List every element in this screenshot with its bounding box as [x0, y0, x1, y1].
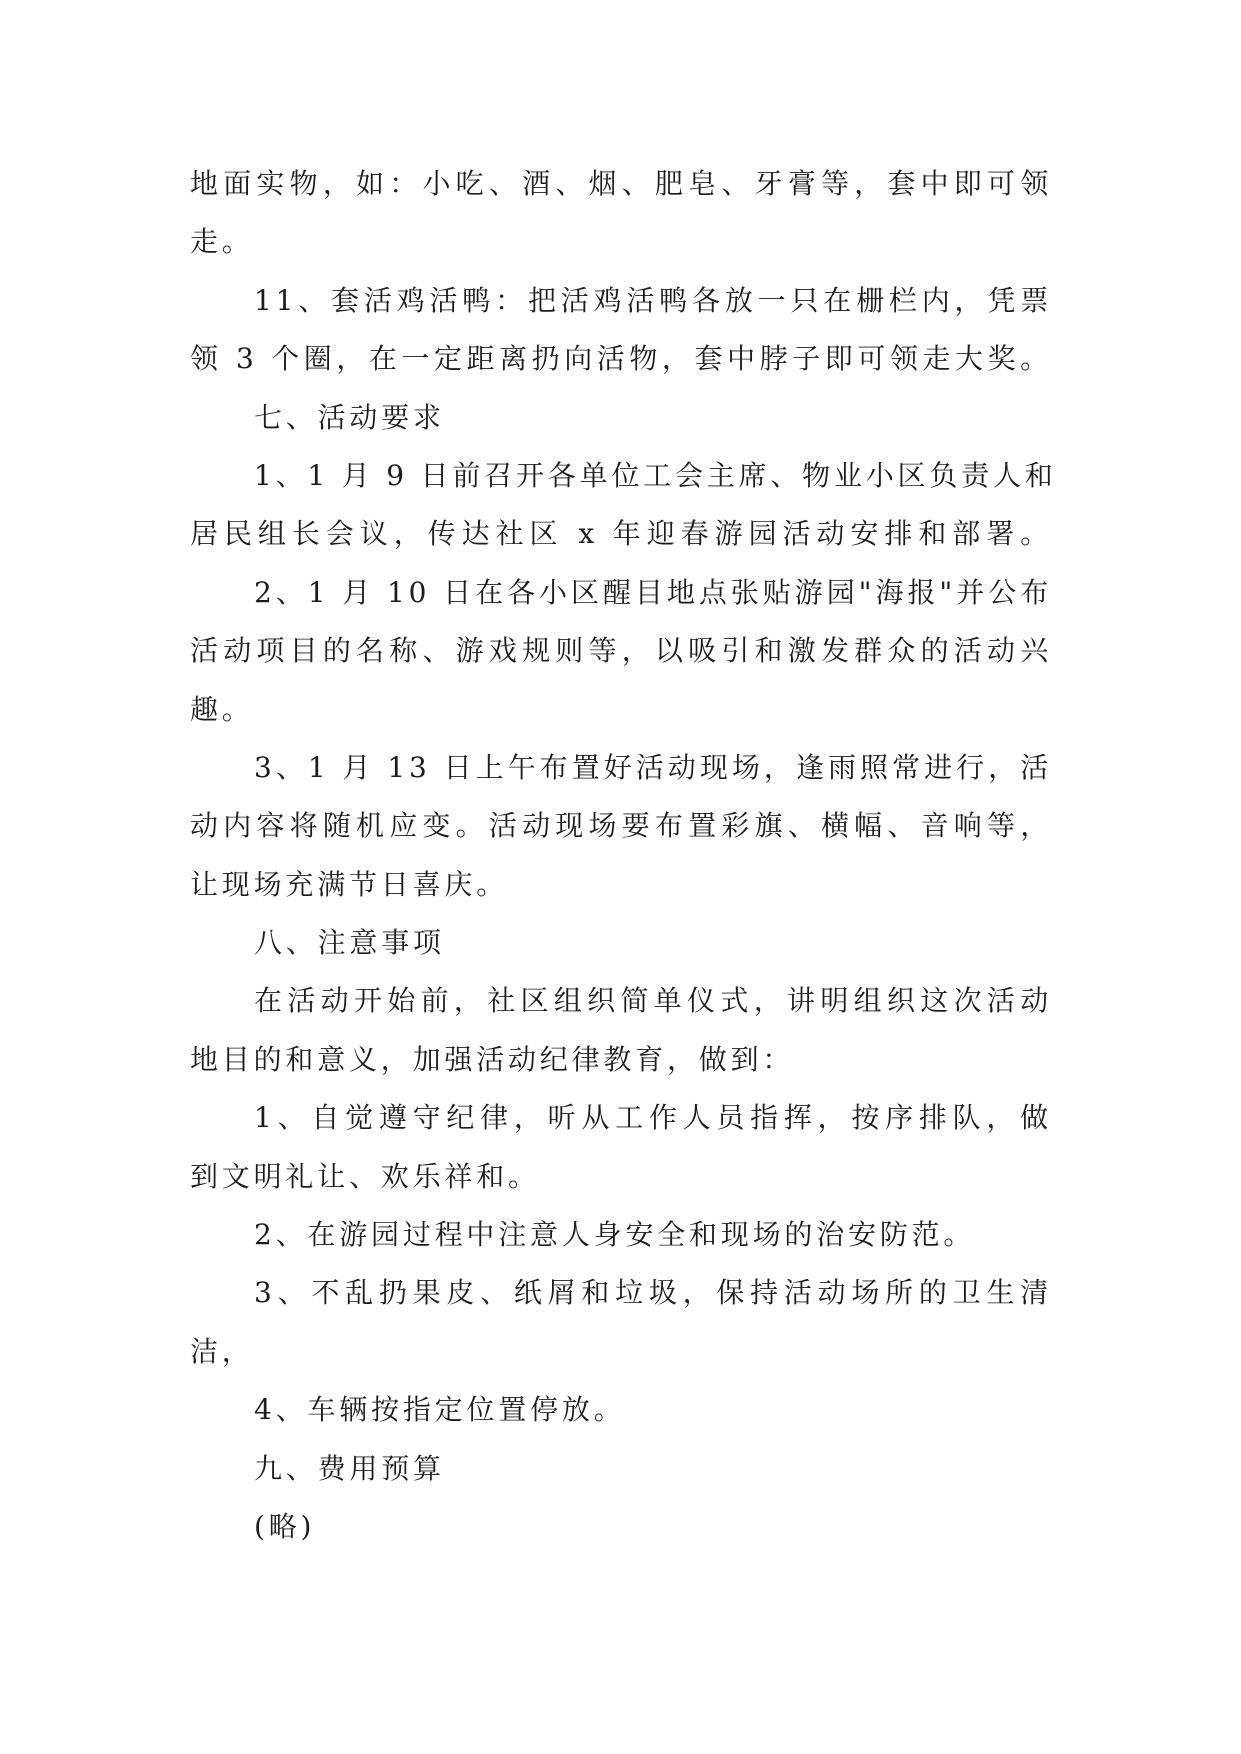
- paragraph-line: 地面实物，如：小吃、酒、烟、肥皂、牙膏等，套中即可领: [190, 167, 1052, 200]
- paragraph-note-4: [190, 1381, 1052, 1439]
- paragraph-line: 让现场充满节日喜庆。: [190, 867, 509, 901]
- section-heading-activity-requirements: [190, 389, 1052, 447]
- paragraph-line: 3、不乱扔果皮、纸屑和垃圾，保持活动场所的卫生清: [254, 1276, 1052, 1310]
- heading-line: 九、费用预算: [254, 1451, 445, 1485]
- paragraph-line: 4、车辆按指定位置停放。: [254, 1393, 626, 1427]
- paragraph-line: 领 3 个圈，在一定距离扔向活物，套中脖子即可领走大奖。: [190, 342, 1052, 376]
- paragraph-line: 2、在游园过程中注意人身安全和现场的治安防范。: [254, 1218, 976, 1252]
- paragraph-note-3: [190, 1264, 1052, 1381]
- paragraph-line: 在活动开始前，社区组织简单仪式，讲明组织这次活动: [254, 984, 1052, 1018]
- paragraph-continuation: [190, 155, 1052, 272]
- paragraph-line: 洁，: [190, 1334, 254, 1368]
- paragraph-line: 1、自觉遵守纪律，听从工作人员指挥，按序排队，做: [254, 1101, 1052, 1135]
- document-body: [190, 155, 1057, 1556]
- paragraph-requirement-3: [190, 739, 1052, 914]
- paragraph-item-11: [190, 272, 1052, 389]
- paragraph-note-1: [190, 1089, 1052, 1206]
- paragraph-line: 到文明礼让、欢乐祥和。: [190, 1159, 540, 1193]
- paragraph-line: (略): [254, 1509, 316, 1543]
- paragraph-line: 11、套活鸡活鸭：把活鸡活鸭各放一只在栅栏内，凭票: [254, 283, 1052, 317]
- paragraph-notes-intro: [190, 972, 1052, 1089]
- paragraph-line: 走。: [190, 225, 254, 259]
- paragraph-line: 活动项目的名称、游戏规则等，以吸引和激发群众的活动兴: [190, 634, 1052, 668]
- heading-line: 八、注意事项: [254, 926, 445, 960]
- paragraph-requirement-2: [190, 564, 1052, 739]
- paragraph-line: 趣。: [190, 692, 254, 726]
- paragraph-line: 2、1 月 10 日在各小区醒目地点张贴游园"海报"并公布: [254, 575, 1052, 609]
- paragraph-note-2: [190, 1206, 1052, 1264]
- paragraph-budget-omitted: [190, 1498, 1052, 1556]
- paragraph-line: 1、1 月 9 日前召开各单位工会主席、物业小区负责人和: [254, 458, 1057, 492]
- heading-line: 七、活动要求: [254, 400, 445, 434]
- paragraph-line: 3、1 月 13 日上午布置好活动现场，逢雨照常进行，活: [254, 750, 1052, 784]
- section-heading-notes: [190, 914, 1052, 972]
- paragraph-line: 动内容将随机应变。活动现场要布置彩旗、横幅、音响等，: [190, 809, 1052, 843]
- section-heading-budget: [190, 1440, 1052, 1498]
- paragraph-line: 居民组长会议，传达社区 x 年迎春游园活动安排和部署。: [190, 517, 1052, 551]
- paragraph-requirement-1: [190, 447, 1057, 564]
- paragraph-line: 地目的和意义，加强活动纪律教育，做到：: [190, 1042, 795, 1076]
